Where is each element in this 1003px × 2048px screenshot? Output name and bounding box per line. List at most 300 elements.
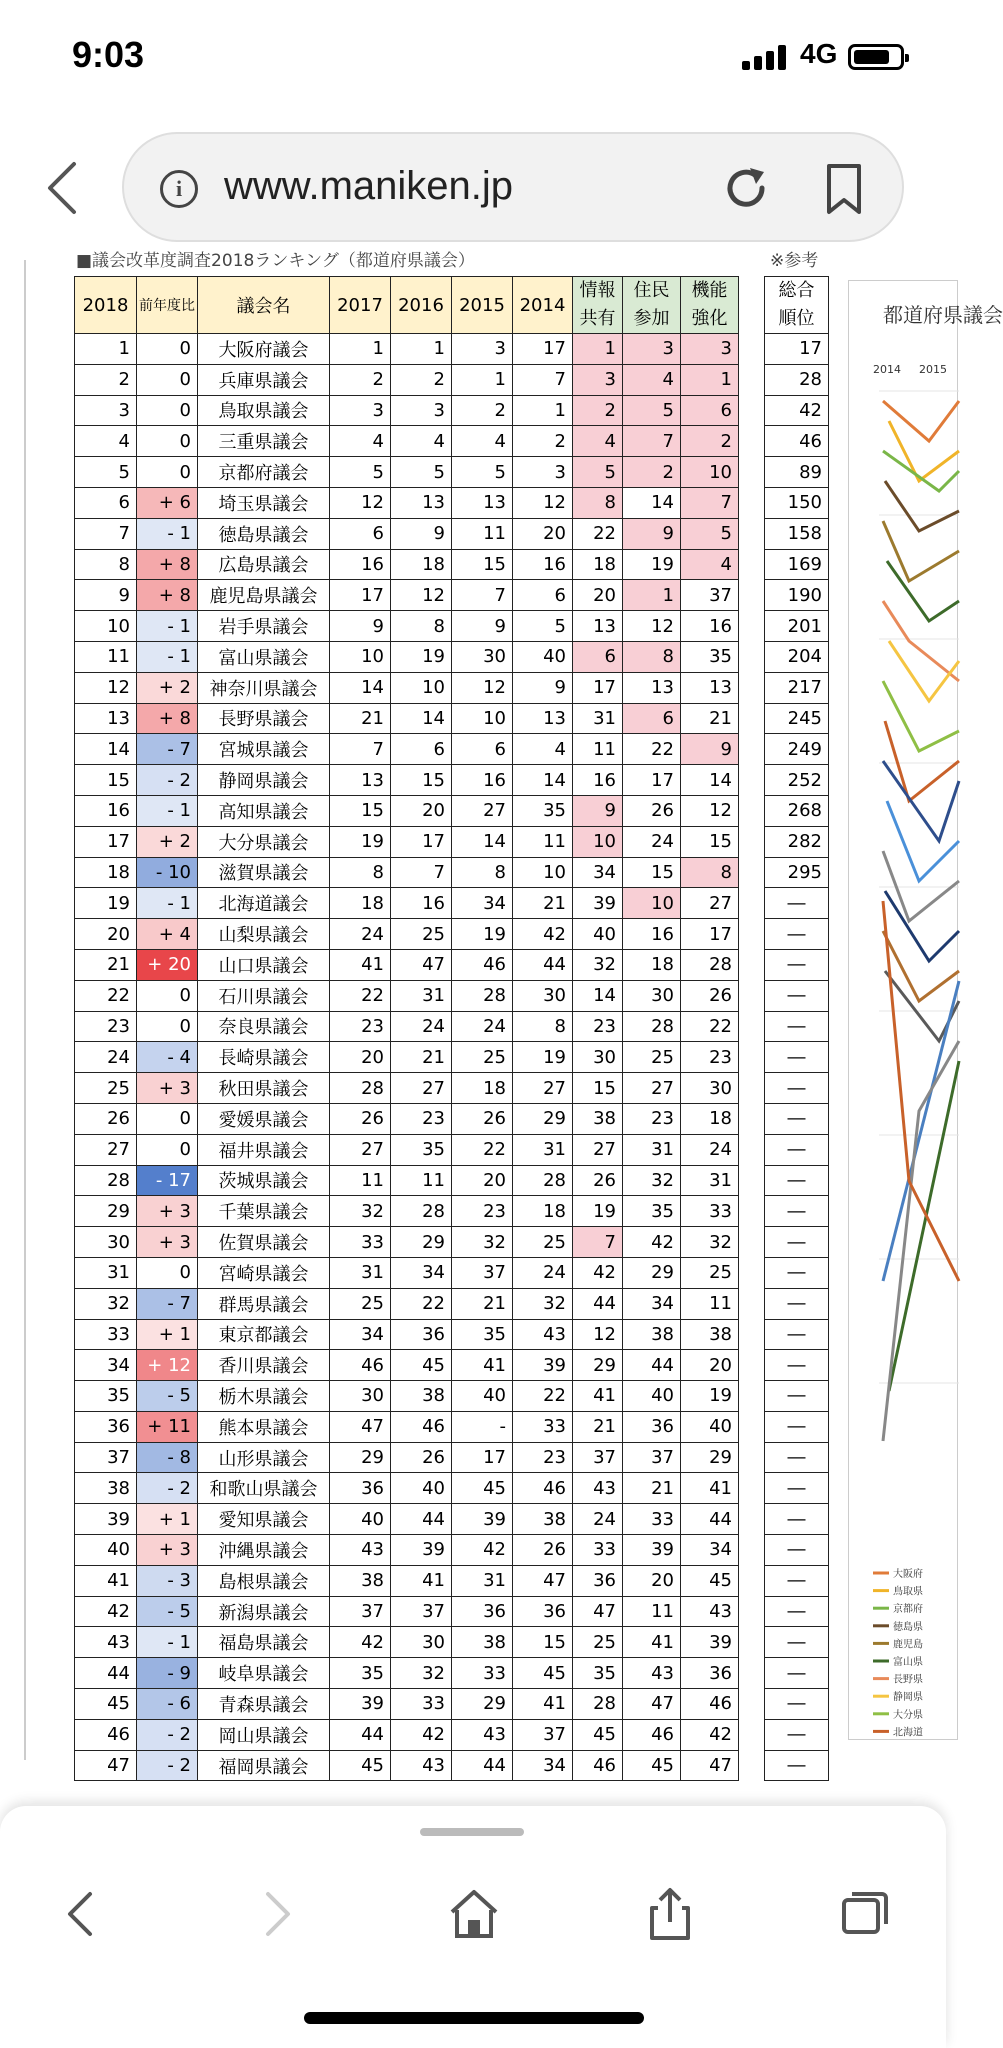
change-cell: 0 xyxy=(137,1257,198,1288)
y2014-cell: 36 xyxy=(513,1596,573,1627)
info-share-cell: 41 xyxy=(573,1381,623,1412)
function-cell: 23 xyxy=(681,1042,739,1073)
table-row xyxy=(75,1196,739,1227)
reload-icon[interactable] xyxy=(722,164,772,214)
rank-cell: 43 xyxy=(75,1627,137,1658)
change-cell: + 8 xyxy=(137,703,198,734)
change-cell: + 2 xyxy=(137,826,198,857)
info-share-cell: 11 xyxy=(573,734,623,765)
table-row xyxy=(765,795,829,826)
resident-participation-cell: 10 xyxy=(623,888,681,919)
y2017-cell: 3 xyxy=(330,395,391,426)
y2015-cell: 41 xyxy=(452,1350,513,1381)
name-cell: 長崎県議会 xyxy=(198,1042,330,1073)
y2015-cell: 26 xyxy=(452,1103,513,1134)
resident-participation-cell: 42 xyxy=(623,1227,681,1258)
change-cell: - 2 xyxy=(137,765,198,796)
y2017-cell: 23 xyxy=(330,1011,391,1042)
info-share-cell: 15 xyxy=(573,1073,623,1104)
name-cell: 京都府議会 xyxy=(198,457,330,488)
y2014-cell: 46 xyxy=(513,1473,573,1504)
resident-participation-cell: 8 xyxy=(623,641,681,672)
home-icon[interactable] xyxy=(444,1884,504,1944)
table-row xyxy=(75,949,739,980)
col-header-overall: 総合 順位 xyxy=(765,277,829,334)
info-share-cell: 39 xyxy=(573,888,623,919)
change-cell: - 17 xyxy=(137,1165,198,1196)
table-row xyxy=(75,1689,739,1720)
status-bar xyxy=(0,0,946,118)
y2016-cell: 28 xyxy=(391,1196,452,1227)
y2016-cell: 27 xyxy=(391,1073,452,1104)
y2016-cell: 8 xyxy=(391,611,452,642)
y2015-cell: 38 xyxy=(452,1627,513,1658)
info-share-cell: 2 xyxy=(573,395,623,426)
resident-participation-cell: 12 xyxy=(623,611,681,642)
table-row xyxy=(75,826,739,857)
function-cell: 47 xyxy=(681,1750,739,1781)
table-row xyxy=(75,580,739,611)
function-cell: 24 xyxy=(681,1134,739,1165)
function-cell: 8 xyxy=(681,857,739,888)
table-row xyxy=(75,980,739,1011)
rank-cell: 21 xyxy=(75,949,137,980)
function-cell: 17 xyxy=(681,919,739,950)
info-share-cell: 25 xyxy=(573,1627,623,1658)
info-share-cell: 33 xyxy=(573,1535,623,1566)
change-cell: + 2 xyxy=(137,672,198,703)
resident-participation-cell: 39 xyxy=(623,1535,681,1566)
y2017-cell: 16 xyxy=(330,549,391,580)
function-cell: 22 xyxy=(681,1011,739,1042)
name-cell: 福岡県議会 xyxy=(198,1750,330,1781)
y2015-cell: 28 xyxy=(452,980,513,1011)
y2015-cell: 10 xyxy=(452,703,513,734)
info-share-cell: 29 xyxy=(573,1350,623,1381)
info-share-cell: 14 xyxy=(573,980,623,1011)
resident-participation-cell: 23 xyxy=(623,1103,681,1134)
col-header-resident: 住民 参加 xyxy=(623,277,681,334)
info-share-cell: 40 xyxy=(573,919,623,950)
y2014-cell: 4 xyxy=(513,734,573,765)
y2017-cell: 7 xyxy=(330,734,391,765)
y2014-cell: 15 xyxy=(513,1627,573,1658)
change-cell: - 1 xyxy=(137,611,198,642)
page-edge xyxy=(24,260,26,1760)
info-share-cell: 32 xyxy=(573,949,623,980)
resident-participation-cell: 47 xyxy=(623,1689,681,1720)
rank-cell: 37 xyxy=(75,1442,137,1473)
y2016-cell: 46 xyxy=(391,1411,452,1442)
table-row xyxy=(765,888,829,919)
y2015-cell: - xyxy=(452,1411,513,1442)
function-cell: 34 xyxy=(681,1535,739,1566)
y2017-cell: 39 xyxy=(330,1689,391,1720)
y2014-cell: 37 xyxy=(513,1719,573,1750)
chart-title: 都道府県議会 xyxy=(883,303,1003,327)
y2015-cell: 23 xyxy=(452,1196,513,1227)
rank-cell: 14 xyxy=(75,734,137,765)
function-cell: 42 xyxy=(681,1719,739,1750)
resident-participation-cell: 20 xyxy=(623,1565,681,1596)
overall-rank-cell: 252 xyxy=(765,765,829,796)
home-indicator[interactable] xyxy=(304,2012,644,2024)
col-header-2016: 2016 xyxy=(391,277,452,334)
y2015-cell: 33 xyxy=(452,1658,513,1689)
y2015-cell: 44 xyxy=(452,1750,513,1781)
y2014-cell: 30 xyxy=(513,980,573,1011)
table-row xyxy=(765,1627,829,1658)
info-share-cell: 26 xyxy=(573,1165,623,1196)
function-cell: 35 xyxy=(681,641,739,672)
change-cell: 0 xyxy=(137,426,198,457)
y2016-cell: 2 xyxy=(391,364,452,395)
y2017-cell: 41 xyxy=(330,949,391,980)
name-cell: 宮崎県議会 xyxy=(198,1257,330,1288)
table-row xyxy=(75,1411,739,1442)
overall-rank-cell: ― xyxy=(765,1596,829,1627)
table-row xyxy=(75,1535,739,1566)
table-row xyxy=(765,672,829,703)
y2015-cell: 20 xyxy=(452,1165,513,1196)
y2014-cell: 12 xyxy=(513,487,573,518)
table-row xyxy=(765,334,829,365)
y2014-cell: 5 xyxy=(513,611,573,642)
clock: 9:03 xyxy=(72,34,145,75)
info-share-cell: 12 xyxy=(573,1319,623,1350)
change-cell: + 12 xyxy=(137,1350,198,1381)
y2015-cell: 2 xyxy=(452,395,513,426)
tabs-icon[interactable] xyxy=(834,1884,894,1944)
overall-rank-cell: 158 xyxy=(765,518,829,549)
info-share-cell: 28 xyxy=(573,1689,623,1720)
table-row xyxy=(765,703,829,734)
legend-label: 大阪府 xyxy=(893,1569,923,1580)
legend-label: 富山県 xyxy=(893,1657,923,1668)
table-row xyxy=(765,1350,829,1381)
table-row xyxy=(75,1596,739,1627)
y2015-cell: 11 xyxy=(452,518,513,549)
function-cell: 4 xyxy=(681,549,739,580)
resident-participation-cell: 7 xyxy=(623,426,681,457)
table-row xyxy=(765,487,829,518)
resident-participation-cell: 36 xyxy=(623,1411,681,1442)
info-share-cell: 1 xyxy=(573,334,623,365)
change-cell: + 20 xyxy=(137,949,198,980)
y2017-cell: 36 xyxy=(330,1473,391,1504)
info-share-cell: 31 xyxy=(573,703,623,734)
y2016-cell: 29 xyxy=(391,1227,452,1258)
table-row xyxy=(765,1719,829,1750)
y2015-cell: 34 xyxy=(452,888,513,919)
info-share-cell: 37 xyxy=(573,1442,623,1473)
function-cell: 26 xyxy=(681,980,739,1011)
name-cell: 新潟県議会 xyxy=(198,1596,330,1627)
y2016-cell: 22 xyxy=(391,1288,452,1319)
table-row xyxy=(765,364,829,395)
table-row xyxy=(765,641,829,672)
change-cell: - 7 xyxy=(137,1288,198,1319)
function-cell: 27 xyxy=(681,888,739,919)
y2015-cell: 16 xyxy=(452,765,513,796)
resident-participation-cell: 32 xyxy=(623,1165,681,1196)
name-cell: 埼玉県議会 xyxy=(198,487,330,518)
function-cell: 5 xyxy=(681,518,739,549)
table-row xyxy=(75,395,739,426)
y2014-cell: 7 xyxy=(513,364,573,395)
overall-rank-cell: ― xyxy=(765,1719,829,1750)
y2017-cell: 10 xyxy=(330,641,391,672)
forward-icon[interactable] xyxy=(246,1884,306,1944)
table-row xyxy=(765,826,829,857)
info-share-cell: 44 xyxy=(573,1288,623,1319)
info-share-cell: 27 xyxy=(573,1134,623,1165)
y2015-cell: 22 xyxy=(452,1134,513,1165)
rank-cell: 30 xyxy=(75,1227,137,1258)
table-row xyxy=(765,1565,829,1596)
info-share-cell: 16 xyxy=(573,765,623,796)
back-icon[interactable] xyxy=(42,160,82,216)
resident-participation-cell: 44 xyxy=(623,1350,681,1381)
y2014-cell: 2 xyxy=(513,426,573,457)
y2017-cell: 29 xyxy=(330,1442,391,1473)
table-row xyxy=(75,1165,739,1196)
info-share-cell: 8 xyxy=(573,487,623,518)
y2015-cell: 31 xyxy=(452,1565,513,1596)
name-cell: 福井県議会 xyxy=(198,1134,330,1165)
y2014-cell: 18 xyxy=(513,1196,573,1227)
share-icon[interactable] xyxy=(640,1884,700,1944)
y2014-cell: 47 xyxy=(513,1565,573,1596)
name-cell: 群馬県議会 xyxy=(198,1288,330,1319)
change-cell: 0 xyxy=(137,1011,198,1042)
rank-cell: 28 xyxy=(75,1165,137,1196)
table-row xyxy=(75,734,739,765)
info-share-cell: 17 xyxy=(573,672,623,703)
y2015-cell: 46 xyxy=(452,949,513,980)
info-share-cell: 34 xyxy=(573,857,623,888)
y2017-cell: 14 xyxy=(330,672,391,703)
change-cell: + 3 xyxy=(137,1535,198,1566)
info-share-cell: 35 xyxy=(573,1658,623,1689)
resident-participation-cell: 16 xyxy=(623,919,681,950)
name-cell: 徳島県議会 xyxy=(198,518,330,549)
change-cell: - 10 xyxy=(137,857,198,888)
resident-participation-cell: 18 xyxy=(623,949,681,980)
y2017-cell: 46 xyxy=(330,1350,391,1381)
y2014-cell: 9 xyxy=(513,672,573,703)
info-share-cell: 46 xyxy=(573,1750,623,1781)
rank-cell: 26 xyxy=(75,1103,137,1134)
overall-rank-cell: ― xyxy=(765,1627,829,1658)
y2014-cell: 45 xyxy=(513,1658,573,1689)
y2014-cell: 6 xyxy=(513,580,573,611)
ranking-table xyxy=(74,276,739,1781)
y2014-cell: 23 xyxy=(513,1442,573,1473)
name-cell: 千葉県議会 xyxy=(198,1196,330,1227)
name-cell: 岩手県議会 xyxy=(198,611,330,642)
change-cell: - 2 xyxy=(137,1719,198,1750)
y2017-cell: 13 xyxy=(330,765,391,796)
table-row xyxy=(75,672,739,703)
overall-rank-cell: 89 xyxy=(765,457,829,488)
name-cell: 高知県議会 xyxy=(198,795,330,826)
table-row xyxy=(75,641,739,672)
overall-rank-cell: 204 xyxy=(765,641,829,672)
function-cell: 30 xyxy=(681,1073,739,1104)
col-header-function: 機能 強化 xyxy=(681,277,739,334)
y2015-cell: 6 xyxy=(452,734,513,765)
change-cell: + 3 xyxy=(137,1196,198,1227)
table-row xyxy=(75,888,739,919)
y2016-cell: 20 xyxy=(391,795,452,826)
legend-label: 大分県 xyxy=(893,1709,923,1721)
y2015-cell: 39 xyxy=(452,1504,513,1535)
info-share-cell: 19 xyxy=(573,1196,623,1227)
table-row xyxy=(75,364,739,395)
address-bar[interactable] xyxy=(122,132,904,242)
table-row xyxy=(765,1288,829,1319)
function-cell: 21 xyxy=(681,703,739,734)
y2016-cell: 43 xyxy=(391,1750,452,1781)
y2014-cell: 8 xyxy=(513,1011,573,1042)
overall-rank-cell: ― xyxy=(765,1165,829,1196)
back-icon[interactable] xyxy=(52,1884,112,1944)
function-cell: 38 xyxy=(681,1319,739,1350)
name-cell: 滋賀県議会 xyxy=(198,857,330,888)
rank-cell: 8 xyxy=(75,549,137,580)
y2015-cell: 29 xyxy=(452,1689,513,1720)
name-cell: 岡山県議会 xyxy=(198,1719,330,1750)
table-row xyxy=(765,1689,829,1720)
overall-rank-cell: ― xyxy=(765,1689,829,1720)
table-row xyxy=(75,1134,739,1165)
table-row xyxy=(765,949,829,980)
change-cell: + 6 xyxy=(137,487,198,518)
y2016-cell: 3 xyxy=(391,395,452,426)
table-row xyxy=(75,1319,739,1350)
series-line xyxy=(883,451,959,491)
overall-rank-cell: ― xyxy=(765,1011,829,1042)
url-text[interactable]: www.maniken.jp xyxy=(224,164,514,208)
function-cell: 39 xyxy=(681,1627,739,1658)
y2015-cell: 30 xyxy=(452,641,513,672)
table-row xyxy=(765,1411,829,1442)
info-share-cell: 42 xyxy=(573,1257,623,1288)
overall-rank-cell: 201 xyxy=(765,611,829,642)
resident-participation-cell: 4 xyxy=(623,364,681,395)
table-row xyxy=(75,1504,739,1535)
info-share-cell: 43 xyxy=(573,1473,623,1504)
change-cell: - 1 xyxy=(137,888,198,919)
name-cell: 大阪府議会 xyxy=(198,334,330,365)
function-cell: 37 xyxy=(681,580,739,611)
y2014-cell: 25 xyxy=(513,1227,573,1258)
y2014-cell: 19 xyxy=(513,1042,573,1073)
y2015-cell: 17 xyxy=(452,1442,513,1473)
y2015-cell: 19 xyxy=(452,919,513,950)
x-tick-label: 2014 xyxy=(873,363,901,376)
y2014-cell: 42 xyxy=(513,919,573,950)
info-icon[interactable]: i xyxy=(160,170,198,208)
rank-cell: 22 xyxy=(75,980,137,1011)
name-cell: 山口県議会 xyxy=(198,949,330,980)
signal-icon xyxy=(742,44,790,70)
y2014-cell: 40 xyxy=(513,641,573,672)
name-cell: 沖縄県議会 xyxy=(198,1535,330,1566)
side-note: ※参考 xyxy=(770,251,819,271)
y2014-cell: 29 xyxy=(513,1103,573,1134)
y2016-cell: 4 xyxy=(391,426,452,457)
y2017-cell: 32 xyxy=(330,1196,391,1227)
rank-cell: 6 xyxy=(75,487,137,518)
table-row xyxy=(765,1257,829,1288)
table-row xyxy=(75,1442,739,1473)
y2014-cell: 3 xyxy=(513,457,573,488)
y2017-cell: 19 xyxy=(330,826,391,857)
y2014-cell: 33 xyxy=(513,1411,573,1442)
table-row xyxy=(75,611,739,642)
name-cell: 岐阜県議会 xyxy=(198,1658,330,1689)
table-row xyxy=(765,1011,829,1042)
overall-rank-cell: ― xyxy=(765,1319,829,1350)
table-row xyxy=(765,1196,829,1227)
change-cell: 0 xyxy=(137,980,198,1011)
rank-cell: 32 xyxy=(75,1288,137,1319)
drag-handle[interactable] xyxy=(420,1828,524,1836)
table-row xyxy=(75,457,739,488)
change-cell: - 1 xyxy=(137,795,198,826)
y2015-cell: 5 xyxy=(452,457,513,488)
bookmark-icon[interactable] xyxy=(824,162,864,216)
table-row xyxy=(75,487,739,518)
change-cell: - 4 xyxy=(137,1042,198,1073)
y2016-cell: 13 xyxy=(391,487,452,518)
y2016-cell: 26 xyxy=(391,1442,452,1473)
y2016-cell: 7 xyxy=(391,857,452,888)
y2015-cell: 25 xyxy=(452,1042,513,1073)
y2017-cell: 28 xyxy=(330,1073,391,1104)
name-cell: 栃木県議会 xyxy=(198,1381,330,1412)
y2014-cell: 11 xyxy=(513,826,573,857)
y2017-cell: 40 xyxy=(330,1504,391,1535)
y2017-cell: 34 xyxy=(330,1319,391,1350)
y2015-cell: 4 xyxy=(452,426,513,457)
series-line xyxy=(883,601,959,681)
overall-rank-cell: ― xyxy=(765,1073,829,1104)
table-row xyxy=(765,1165,829,1196)
resident-participation-cell: 33 xyxy=(623,1504,681,1535)
y2017-cell: 11 xyxy=(330,1165,391,1196)
table-row xyxy=(765,1473,829,1504)
y2014-cell: 20 xyxy=(513,518,573,549)
y2017-cell: 1 xyxy=(330,334,391,365)
rank-cell: 19 xyxy=(75,888,137,919)
y2016-cell: 19 xyxy=(391,641,452,672)
overall-rank-cell: 28 xyxy=(765,364,829,395)
y2017-cell: 20 xyxy=(330,1042,391,1073)
info-share-cell: 30 xyxy=(573,1042,623,1073)
rank-cell: 31 xyxy=(75,1257,137,1288)
table-row xyxy=(765,1042,829,1073)
function-cell: 16 xyxy=(681,611,739,642)
resident-participation-cell: 6 xyxy=(623,703,681,734)
info-share-cell: 3 xyxy=(573,364,623,395)
overall-rank-cell: ― xyxy=(765,1350,829,1381)
name-cell: 神奈川県議会 xyxy=(198,672,330,703)
y2017-cell: 18 xyxy=(330,888,391,919)
overall-rank-cell: 17 xyxy=(765,334,829,365)
